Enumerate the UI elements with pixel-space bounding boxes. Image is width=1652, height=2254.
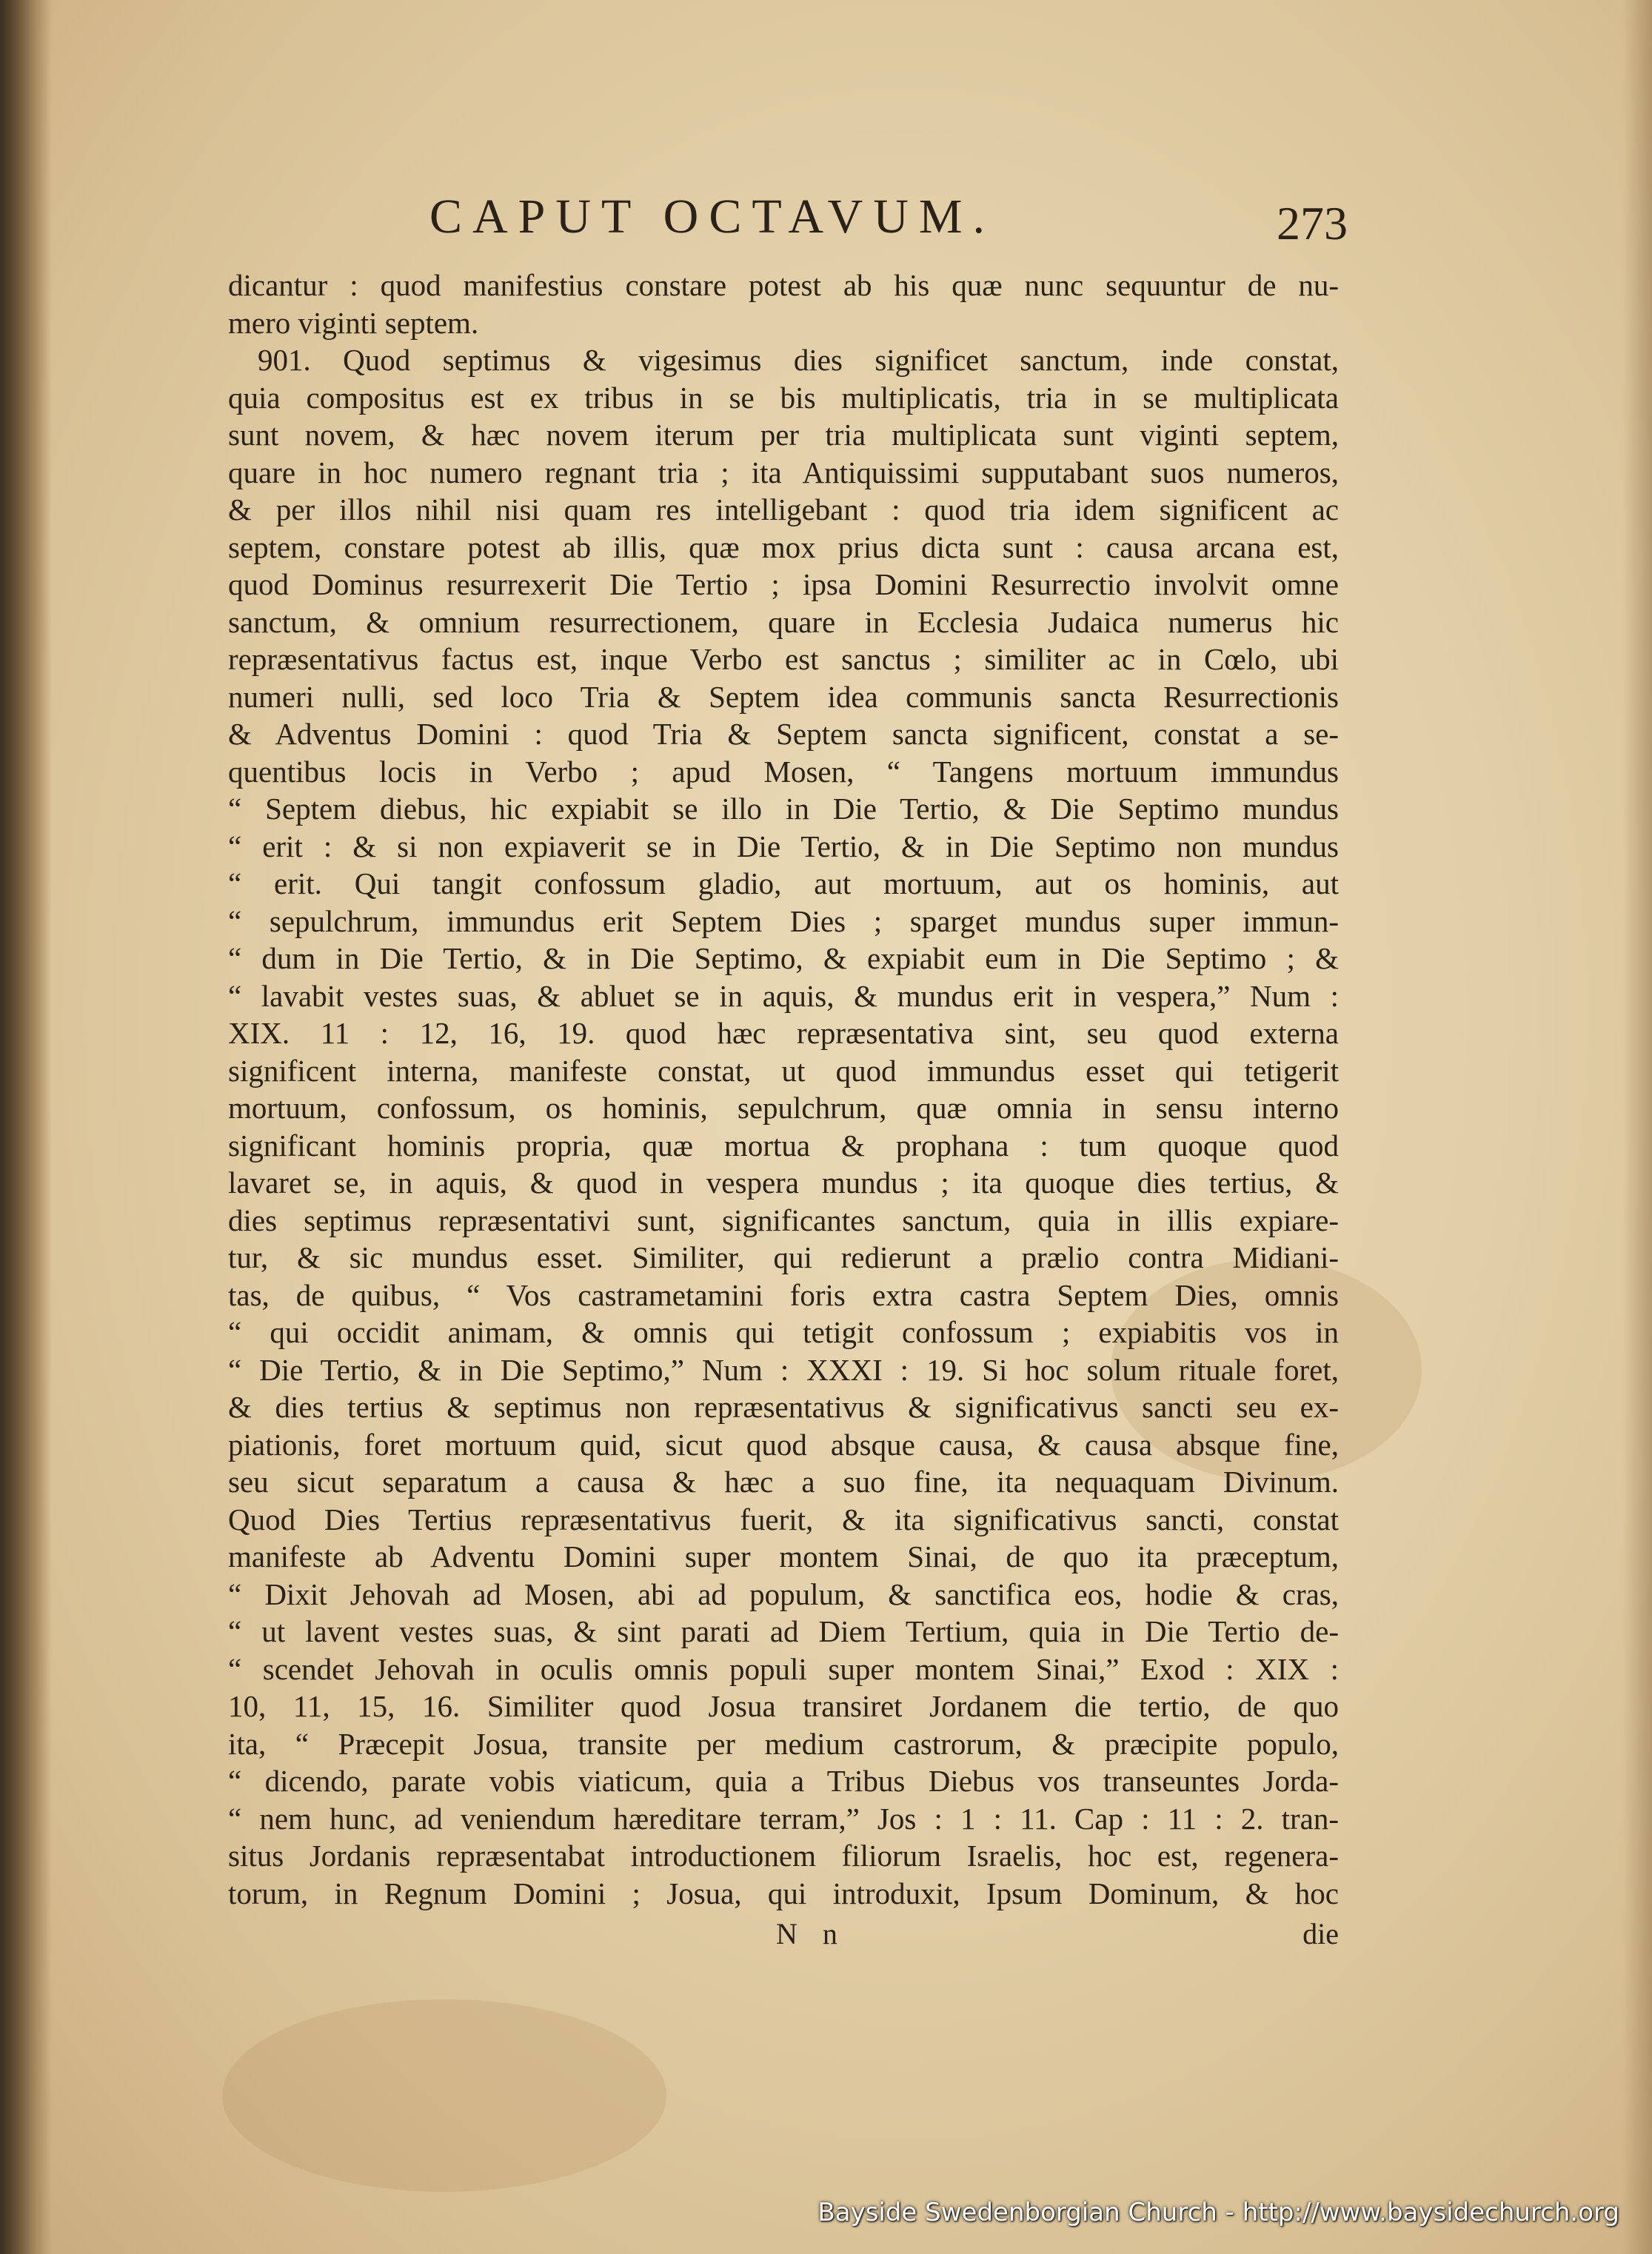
page-footer bbox=[228, 1916, 1339, 1953]
text-line: sanctum, & omnium resurrectionem, quare in Ecclesia Judaica numerus hic bbox=[228, 604, 1339, 639]
text-line: septem, constare potest ab illis, quæ mox prius dicta sunt : causa arcana est, bbox=[228, 529, 1339, 564]
catchword: die bbox=[1302, 1917, 1339, 1950]
text-line: “ erit : & si non expiaverit se in Die Tertio, & in Die Septimo non mundus bbox=[228, 829, 1339, 863]
text-line: situs Jordanis repræsentabat introductionem filiorum Israelis, hoc est, regenera- bbox=[228, 1839, 1339, 1873]
text-line: quod Dominus resurrexerit Die Tertio ; ipsa Domini Resurrectio involvit omne bbox=[228, 567, 1339, 601]
text-line: significant hominis propria, quæ mortua & prophana : tum quoque quod bbox=[228, 1128, 1339, 1163]
text-line: “ Septem diebus, hic expiabit se illo in Die Tertio, & Die Septimo mundus bbox=[228, 792, 1339, 826]
text-line: “ erit. Qui tangit confossum gladio, aut mortuum, aut os hominis, aut bbox=[228, 866, 1339, 900]
text-line: torum, in Regnum Domini ; Josua, qui introduxit, Ipsum Dominum, & hoc bbox=[228, 1876, 1339, 1910]
text-line: XIX. 11 : 12, 16, 19. quod hæc repræsentativa sint, seu quod externa bbox=[228, 1016, 1339, 1050]
text-line: manifeste ab Adventu Domini super montem Sinai, de quo ita præceptum, bbox=[228, 1539, 1339, 1574]
text-line: “ qui occidit animam, & omnis qui tetigit confossum ; expiabitis vos in bbox=[228, 1315, 1339, 1349]
text-line: 901. Quod septimus & vigesimus dies significet sanctum, inde constat, bbox=[258, 343, 1339, 377]
text-line: “ nem hunc, ad veniendum hæreditare terram,” Jos : 1 : 11. Cap : 11 : 2. tran- bbox=[228, 1801, 1339, 1836]
text-line: “ lavabit vestes suas, & abluet se in aquis, & mundus erit in vespera,” Num : bbox=[228, 978, 1339, 1013]
text-line: ita, “ Præcepit Josua, transite per medium castrorum, & præcipite populo, bbox=[228, 1726, 1339, 1761]
page-header bbox=[222, 189, 1348, 255]
text-line: mortuum, confossum, os hominis, sepulchrum, quæ omnia in sensu interno bbox=[228, 1091, 1339, 1125]
text-line: “ dicendo, parate vobis viaticum, quia a Tribus Diebus vos transeuntes Jorda- bbox=[228, 1764, 1339, 1798]
text-line: “ scendet Jehovah in oculis omnis populi super montem Sinai,” Exod : XIX : bbox=[228, 1651, 1339, 1686]
text-line: “ ut lavent vestes suas, & sint parati ad Diem Tertium, quia in Die Tertio de- bbox=[228, 1614, 1339, 1648]
text-line: “ Die Tertio, & in Die Septimo,” Num : XXXI : 19. Si hoc solum rituale foret, bbox=[228, 1352, 1339, 1387]
text-line: sunt novem, & hæc novem iterum per tria multiplicata sunt viginti septem, bbox=[228, 418, 1339, 452]
text-line: seu sicut separatum a causa & hæc a suo fine, ita nequaquam Divinum. bbox=[228, 1465, 1339, 1499]
paper-stain bbox=[222, 1999, 666, 2192]
page-edge-shadow bbox=[1622, 0, 1652, 2254]
signature-mark: N n bbox=[776, 1917, 846, 1950]
page-number: 273 bbox=[1277, 197, 1348, 250]
body-text bbox=[228, 267, 1339, 1912]
text-line: numeri nulli, sed loco Tria & Septem idea communis sancta Resurrectionis bbox=[228, 679, 1339, 714]
text-line: dicantur : quod manifestius constare potest ab his quæ nunc sequuntur de nu- bbox=[228, 268, 1339, 302]
text-line: & Adventus Domini : quod Tria & Septem sancta significent, constat a se- bbox=[228, 717, 1339, 751]
text-line: quare in hoc numero regnant tria ; ita Antiquissimi supputabant suos numeros, bbox=[228, 455, 1339, 489]
text-line: tur, & sic mundus esset. Similiter, qui redierunt a prælio contra Midiani- bbox=[228, 1240, 1339, 1274]
text-line: “ dum in Die Tertio, & in Die Septimo, & expiabit eum in Die Septimo ; & bbox=[228, 941, 1339, 975]
text-line: & dies tertius & septimus non repræsentativus & significativus sancti seu ex- bbox=[228, 1390, 1339, 1424]
text-line: “ Dixit Jehovah ad Mosen, abi ad populum, & sanctifica eos, hodie & cras, bbox=[228, 1576, 1339, 1611]
text-line: repræsentativus factus est, inque Verbo est sanctus ; similiter ac in Cœlo, ubi bbox=[228, 642, 1339, 676]
text-line: Quod Dies Tertius repræsentativus fuerit, & ita significativus sancti, constat bbox=[228, 1502, 1339, 1536]
watermark-credit: Bayside Swedenborgian Church - http://www.baysidechurch.org bbox=[817, 2198, 1619, 2227]
text-line: mero viginti septem. bbox=[228, 305, 479, 340]
book-gutter-shadow bbox=[0, 0, 52, 2254]
text-line: significent interna, manifeste constat, ut quod immundus esset qui tetigerit bbox=[228, 1053, 1339, 1088]
text-line: tas, de quibus, “ Vos castrametamini foris extra castra Septem Dies, omnis bbox=[228, 1277, 1339, 1312]
text-line: & per illos nihil nisi quam res intelligebant : quod tria idem significent ac bbox=[228, 492, 1339, 526]
text-line: dies septimus repræsentativi sunt, significantes sanctum, quia in illis expiare- bbox=[228, 1203, 1339, 1237]
text-line: “ sepulchrum, immundus erit Septem Dies ; sparget mundus super immun- bbox=[228, 903, 1339, 938]
text-line: quia compositus est ex tribus in se bis multiplicatis, tria in se multiplicata bbox=[228, 380, 1339, 415]
text-line: piationis, foret mortuum quid, sicut quod absque causa, & causa absque fine, bbox=[228, 1427, 1339, 1462]
text-line: lavaret se, in aquis, & quod in vespera mundus ; ita quoque dies tertius, & bbox=[228, 1166, 1339, 1200]
running-title: CAPUT OCTAVUM. bbox=[429, 190, 996, 244]
text-line: 10, 11, 15, 16. Similiter quod Josua transiret Jordanem die tertio, de quo bbox=[228, 1689, 1339, 1723]
text-line: quentibus locis in Verbo ; apud Mosen, “ Tangens mortuum immundus bbox=[228, 754, 1339, 789]
